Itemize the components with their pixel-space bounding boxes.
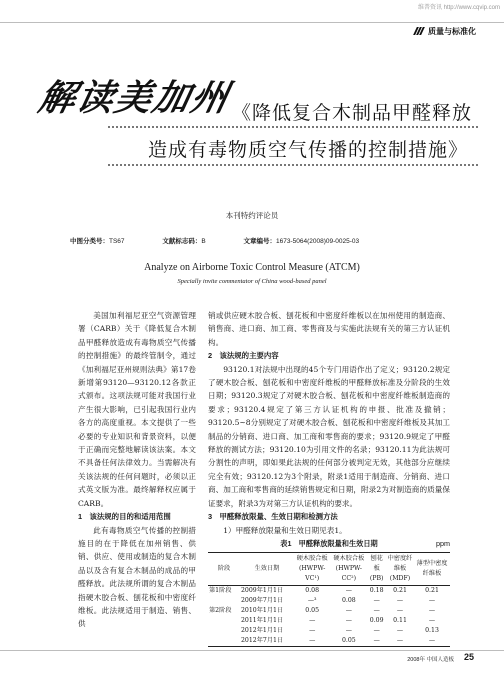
table-cell-pb: 0.09	[369, 617, 384, 625]
page-number: 25	[463, 652, 474, 662]
table-cell-date: 2012年1月1日	[241, 627, 284, 635]
table-cell-tmdf: —	[428, 607, 436, 615]
table-cell-phase: 第2阶段	[209, 607, 232, 615]
table-cell-pb: —	[373, 607, 380, 615]
english-title: Analyze on Airborne Toxic Control Measure (ATCM)	[144, 262, 360, 273]
table-cell-pb: —	[373, 627, 380, 635]
table-cell-date: 2011年1月1日	[241, 617, 284, 625]
brush-title: 解读美加州	[35, 77, 234, 119]
table-cell-date: 2009年1月1日	[241, 587, 284, 595]
footer-rule	[0, 650, 504, 651]
table-cell-phase	[208, 626, 240, 636]
title-divider-top	[108, 126, 478, 128]
table-row	[208, 636, 450, 647]
table-cell-date: 2010年1月1日	[241, 607, 284, 615]
th-tmdf: 薄型中密度纤维板	[416, 560, 448, 578]
th-pb-line1: 刨花板	[370, 555, 383, 573]
table-cell-cc: 0.08	[341, 597, 356, 605]
th-mdf-line2: (MDF)	[389, 575, 411, 583]
table-cell-date: 2009年7月1日	[241, 597, 284, 605]
code-value: B	[201, 238, 206, 245]
table-cell-mdf: —	[396, 597, 404, 605]
section-heading-2: 2 该法规的主要内容	[208, 351, 279, 361]
table-cell-vc: —	[309, 617, 316, 625]
th-hwpw-cc-line2: (HWPW-CC²)	[335, 565, 363, 583]
table-cell-phase	[208, 596, 240, 606]
table-row	[208, 596, 450, 606]
clc-value: TS67	[109, 238, 125, 245]
table-cell-vc: —³	[307, 597, 317, 605]
right-paragraph-1: 销或供应硬木胶合板、刨花板和中密度纤维板以在加州使用的制造商、销售商、进口商、加工商、零售商及与实施此法规有关的第三方认证机构。	[208, 311, 450, 347]
table-caption: 表1 甲醛释放限量和生效日期	[280, 538, 378, 548]
main-title-line1: 《降低复合木制品甲醛释放	[232, 102, 473, 124]
table-row	[208, 626, 450, 636]
left-column	[78, 309, 196, 631]
article-meta	[70, 236, 395, 245]
table-cell-pb: —	[373, 597, 380, 605]
th-date: 生效日期	[254, 565, 280, 573]
table-cell-mdf: 0.21	[393, 587, 407, 595]
table-cell-tmdf: 0.21	[425, 587, 439, 595]
title-divider-bottom	[108, 164, 478, 166]
table-cell-vc: 0.05	[305, 607, 320, 615]
table-cell-date: 2012年7月1日	[241, 637, 284, 645]
watermark: 维普资讯 http://www.cqvip.com	[417, 5, 500, 11]
header-rule	[0, 22, 504, 23]
author: 本刊特约评论员	[225, 211, 279, 220]
table-cell-phase	[208, 636, 240, 647]
right-column	[208, 309, 450, 647]
article-value: 1673-5064(2008)09-0025-03	[276, 238, 360, 245]
th-pb	[367, 553, 386, 586]
table-cell-mdf: —	[396, 607, 404, 615]
th-hwpw-cc	[330, 553, 367, 586]
footer-text: 2008年 中国人造板	[407, 657, 454, 663]
table-cell-cc: —	[345, 617, 352, 625]
left-paragraph-2: 此有毒物质空气传播的控制措施目的在于降低在加州销售、供销、供应、使用或制造的复合木制品以及含有复合木制品的成品的甲醛释放。此法规所谓的复合木制品指硬木胶合板、刨花板和中密度纤维板。此法规适用于制造、销售、供	[78, 525, 196, 629]
table-cell-mdf: —	[396, 637, 404, 645]
section-heading-1: 1 该法规的目的和适用范围	[78, 512, 171, 522]
th-phase: 阶段	[217, 565, 231, 573]
table-body	[208, 586, 450, 647]
table-cell-tmdf: —	[428, 637, 436, 645]
table-cell-phase: 第1阶段	[209, 587, 232, 595]
left-paragraph-1: 美国加利福尼亚空气资源管理署（CARB）关于《降低复合木制品甲醛释放造成有毒物质空气传播的控制措施》的最终管制令，通过《加利福尼亚州规则法典》第17卷新增第93120—93120.12各款正式颁布。这项法规可能对我国行业产生很大影响，已引起我国行业内各方的高度重视。本文提供了一些必要的专业知识和背景资料，以便于正确而完整地解读该法案。本文不具备任何法律效力。当需解决有关该法规的任何问题时，必须以正式英文版为准。最终解释权应属于CARB。	[78, 311, 196, 508]
table-cell-vc: —	[309, 637, 316, 645]
table-cell-pb: 0.18	[369, 587, 384, 595]
section-tag: 质量与标准化	[428, 27, 476, 36]
article-label: 文章编号：	[243, 238, 277, 245]
table-cell-mdf: —	[396, 627, 404, 635]
th-mdf-line1: 中密度纤维板	[387, 555, 413, 573]
table-cell-cc: —	[345, 627, 352, 635]
table-cell-mdf: 0.11	[393, 617, 407, 625]
table-cell-vc: —	[309, 627, 316, 635]
table-cell-tmdf: —	[428, 597, 436, 605]
subsection-3-1: 1）甲醛释放限量和生效日期见表1。	[223, 525, 347, 535]
th-mdf	[386, 553, 414, 586]
table-cell-cc: —	[345, 587, 352, 595]
section-mark-icon	[414, 27, 424, 35]
table-title	[208, 537, 450, 550]
clc-label: 中图分类号：	[70, 238, 109, 245]
table-cell-tmdf: —	[428, 617, 436, 625]
table-cell-tmdf: 0.13	[425, 627, 439, 635]
table-row	[208, 586, 450, 597]
table-unit: ppm	[436, 538, 450, 548]
table-row	[208, 606, 450, 616]
code-label: 文献标志码：	[162, 238, 202, 245]
emission-limits-table	[208, 552, 450, 647]
table-cell-vc: 0.08	[305, 587, 320, 595]
main-title-line2: 造成有毒物质空气传播的控制措施》	[148, 139, 469, 161]
table-cell-cc: 0.05	[341, 637, 356, 645]
th-hwpw-vc	[294, 553, 330, 586]
th-hwpw-cc-line1: 硬木胶合板	[333, 555, 365, 563]
th-hwpw-vc-line1: 硬木胶合板	[296, 555, 328, 563]
th-hwpw-vc-line2: (HWPW-VC¹)	[299, 565, 326, 583]
table-row	[208, 616, 450, 626]
th-pb-line2: (PB)	[369, 575, 384, 583]
table-cell-cc: —	[345, 607, 352, 615]
english-subtitle: Specially invite commentator of China wood-based panel	[177, 278, 327, 285]
table-cell-pb: —	[373, 637, 380, 645]
section-heading-3: 3 甲醛释放限量、生效日期和检测方法	[208, 512, 338, 522]
right-paragraph-2: 93120.1对法规中出现的45个专门用语作出了定义；93120.2规定了硬木胶合板、刨花板和中密度纤维板的甲醛释放标准及分阶段的生效日期；93120.3规定了对硬木胶合板、刨花板和中密度纤维板制造商的要求；93120.4规定了第三方认证机构的申报、批准及撤销；93120.5~8分别规定了对硬木胶合板、刨花板和中密度纤维板及其加工制品的分销商、进口商、加工商和零售商的要求；93120.9规定了甲醛释放的测试方法；93120.10为引用文件的名录；93120.11为此法规可分割性的声明，即如果此法规的任何部分被判定无效，其他部分应继续完全有效；93120.12为3个附录，附录1适用于制造商、分销商、进口商、加工商和零售商的延续销售规定和日期，附录2为对制造商的质量保证要求，附录3为对第三方认证机构的要求。	[208, 364, 450, 508]
table-cell-phase	[208, 616, 240, 626]
